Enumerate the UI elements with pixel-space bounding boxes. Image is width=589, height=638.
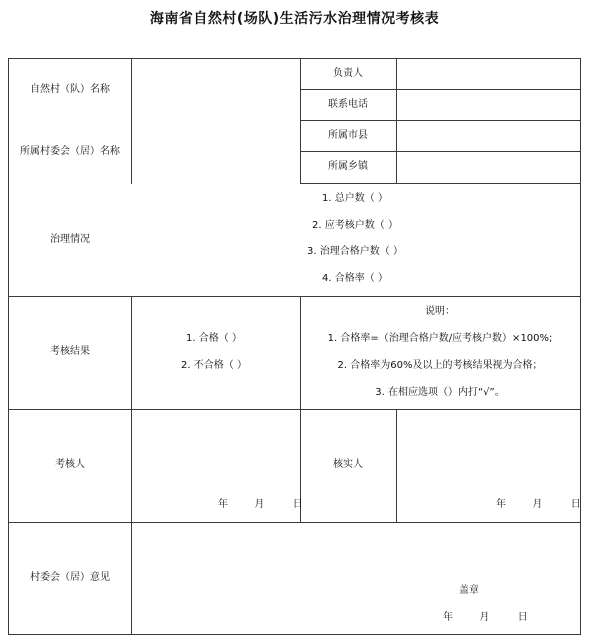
label-assessment-result: 考核结果 bbox=[50, 346, 90, 357]
col-divider bbox=[300, 296, 301, 523]
label-township: 所属乡镇 bbox=[328, 161, 368, 172]
page-title: 海南省自然村(场队)生活污水治理情况考核表 bbox=[149, 11, 440, 27]
date-day: 日 bbox=[292, 499, 303, 510]
col-divider bbox=[300, 58, 301, 184]
result-option-unqualified: 2. 不合格（ ） bbox=[181, 360, 247, 371]
date-month: 月 bbox=[532, 499, 543, 510]
date-year: 年 bbox=[218, 499, 228, 510]
label-village-name: 自然村（队）名称 bbox=[30, 84, 110, 95]
notes-heading: 说明： bbox=[425, 306, 455, 317]
row-divider bbox=[8, 296, 581, 297]
date-month: 月 bbox=[254, 499, 265, 510]
label-assessor: 考核人 bbox=[55, 459, 85, 470]
date-year: 年 bbox=[496, 499, 506, 510]
note-item: 3. 在相应选项（）内打“√”。 bbox=[375, 387, 505, 398]
governance-item-qualification-rate: 4. 合格率（ ） bbox=[322, 273, 388, 284]
col-divider bbox=[396, 58, 397, 184]
table-border-top bbox=[8, 58, 581, 59]
note-item: 1. 合格率=（治理合格户数/应考核户数）×100%; bbox=[327, 333, 553, 344]
row-divider bbox=[8, 409, 581, 410]
date-day: 日 bbox=[517, 612, 528, 623]
label-city-county: 所属市县 bbox=[328, 130, 368, 141]
col-divider bbox=[131, 58, 132, 184]
col-divider bbox=[131, 296, 132, 635]
governance-item-total-households: 1. 总户数（ ） bbox=[322, 193, 388, 204]
table-border-left bbox=[8, 58, 9, 635]
assessor-date bbox=[218, 499, 303, 511]
label-responsible-person: 负责人 bbox=[333, 68, 363, 79]
col-divider bbox=[396, 409, 397, 523]
note-item: 2. 合格率为60%及以上的考核结果视为合格； bbox=[337, 360, 543, 371]
row-divider bbox=[8, 522, 581, 523]
label-committee-name: 所属村委会（居）名称 bbox=[20, 146, 120, 157]
row-divider bbox=[300, 120, 581, 121]
seal-label: 盖章 bbox=[459, 585, 479, 596]
table-border-bottom bbox=[8, 634, 581, 635]
date-year: 年 bbox=[443, 612, 453, 623]
committee-date bbox=[443, 612, 528, 624]
result-option-qualified: 1. 合格（ ） bbox=[186, 333, 242, 344]
label-governance-status: 治理情况 bbox=[50, 234, 90, 245]
verifier-date bbox=[496, 499, 581, 511]
row-divider bbox=[300, 89, 581, 90]
table-border-right bbox=[580, 58, 581, 635]
row-divider bbox=[300, 151, 581, 152]
governance-item-qualified-households: 3. 治理合格户数（ ） bbox=[307, 246, 403, 257]
label-contact-phone: 联系电话 bbox=[328, 99, 368, 110]
date-month: 月 bbox=[479, 612, 490, 623]
row-divider bbox=[300, 183, 581, 184]
label-committee-opinion: 村委会（居）意见 bbox=[30, 572, 110, 583]
date-day: 日 bbox=[570, 499, 581, 510]
label-verifier: 核实人 bbox=[333, 459, 363, 470]
governance-item-assessable-households: 2. 应考核户数（ ） bbox=[312, 220, 398, 231]
